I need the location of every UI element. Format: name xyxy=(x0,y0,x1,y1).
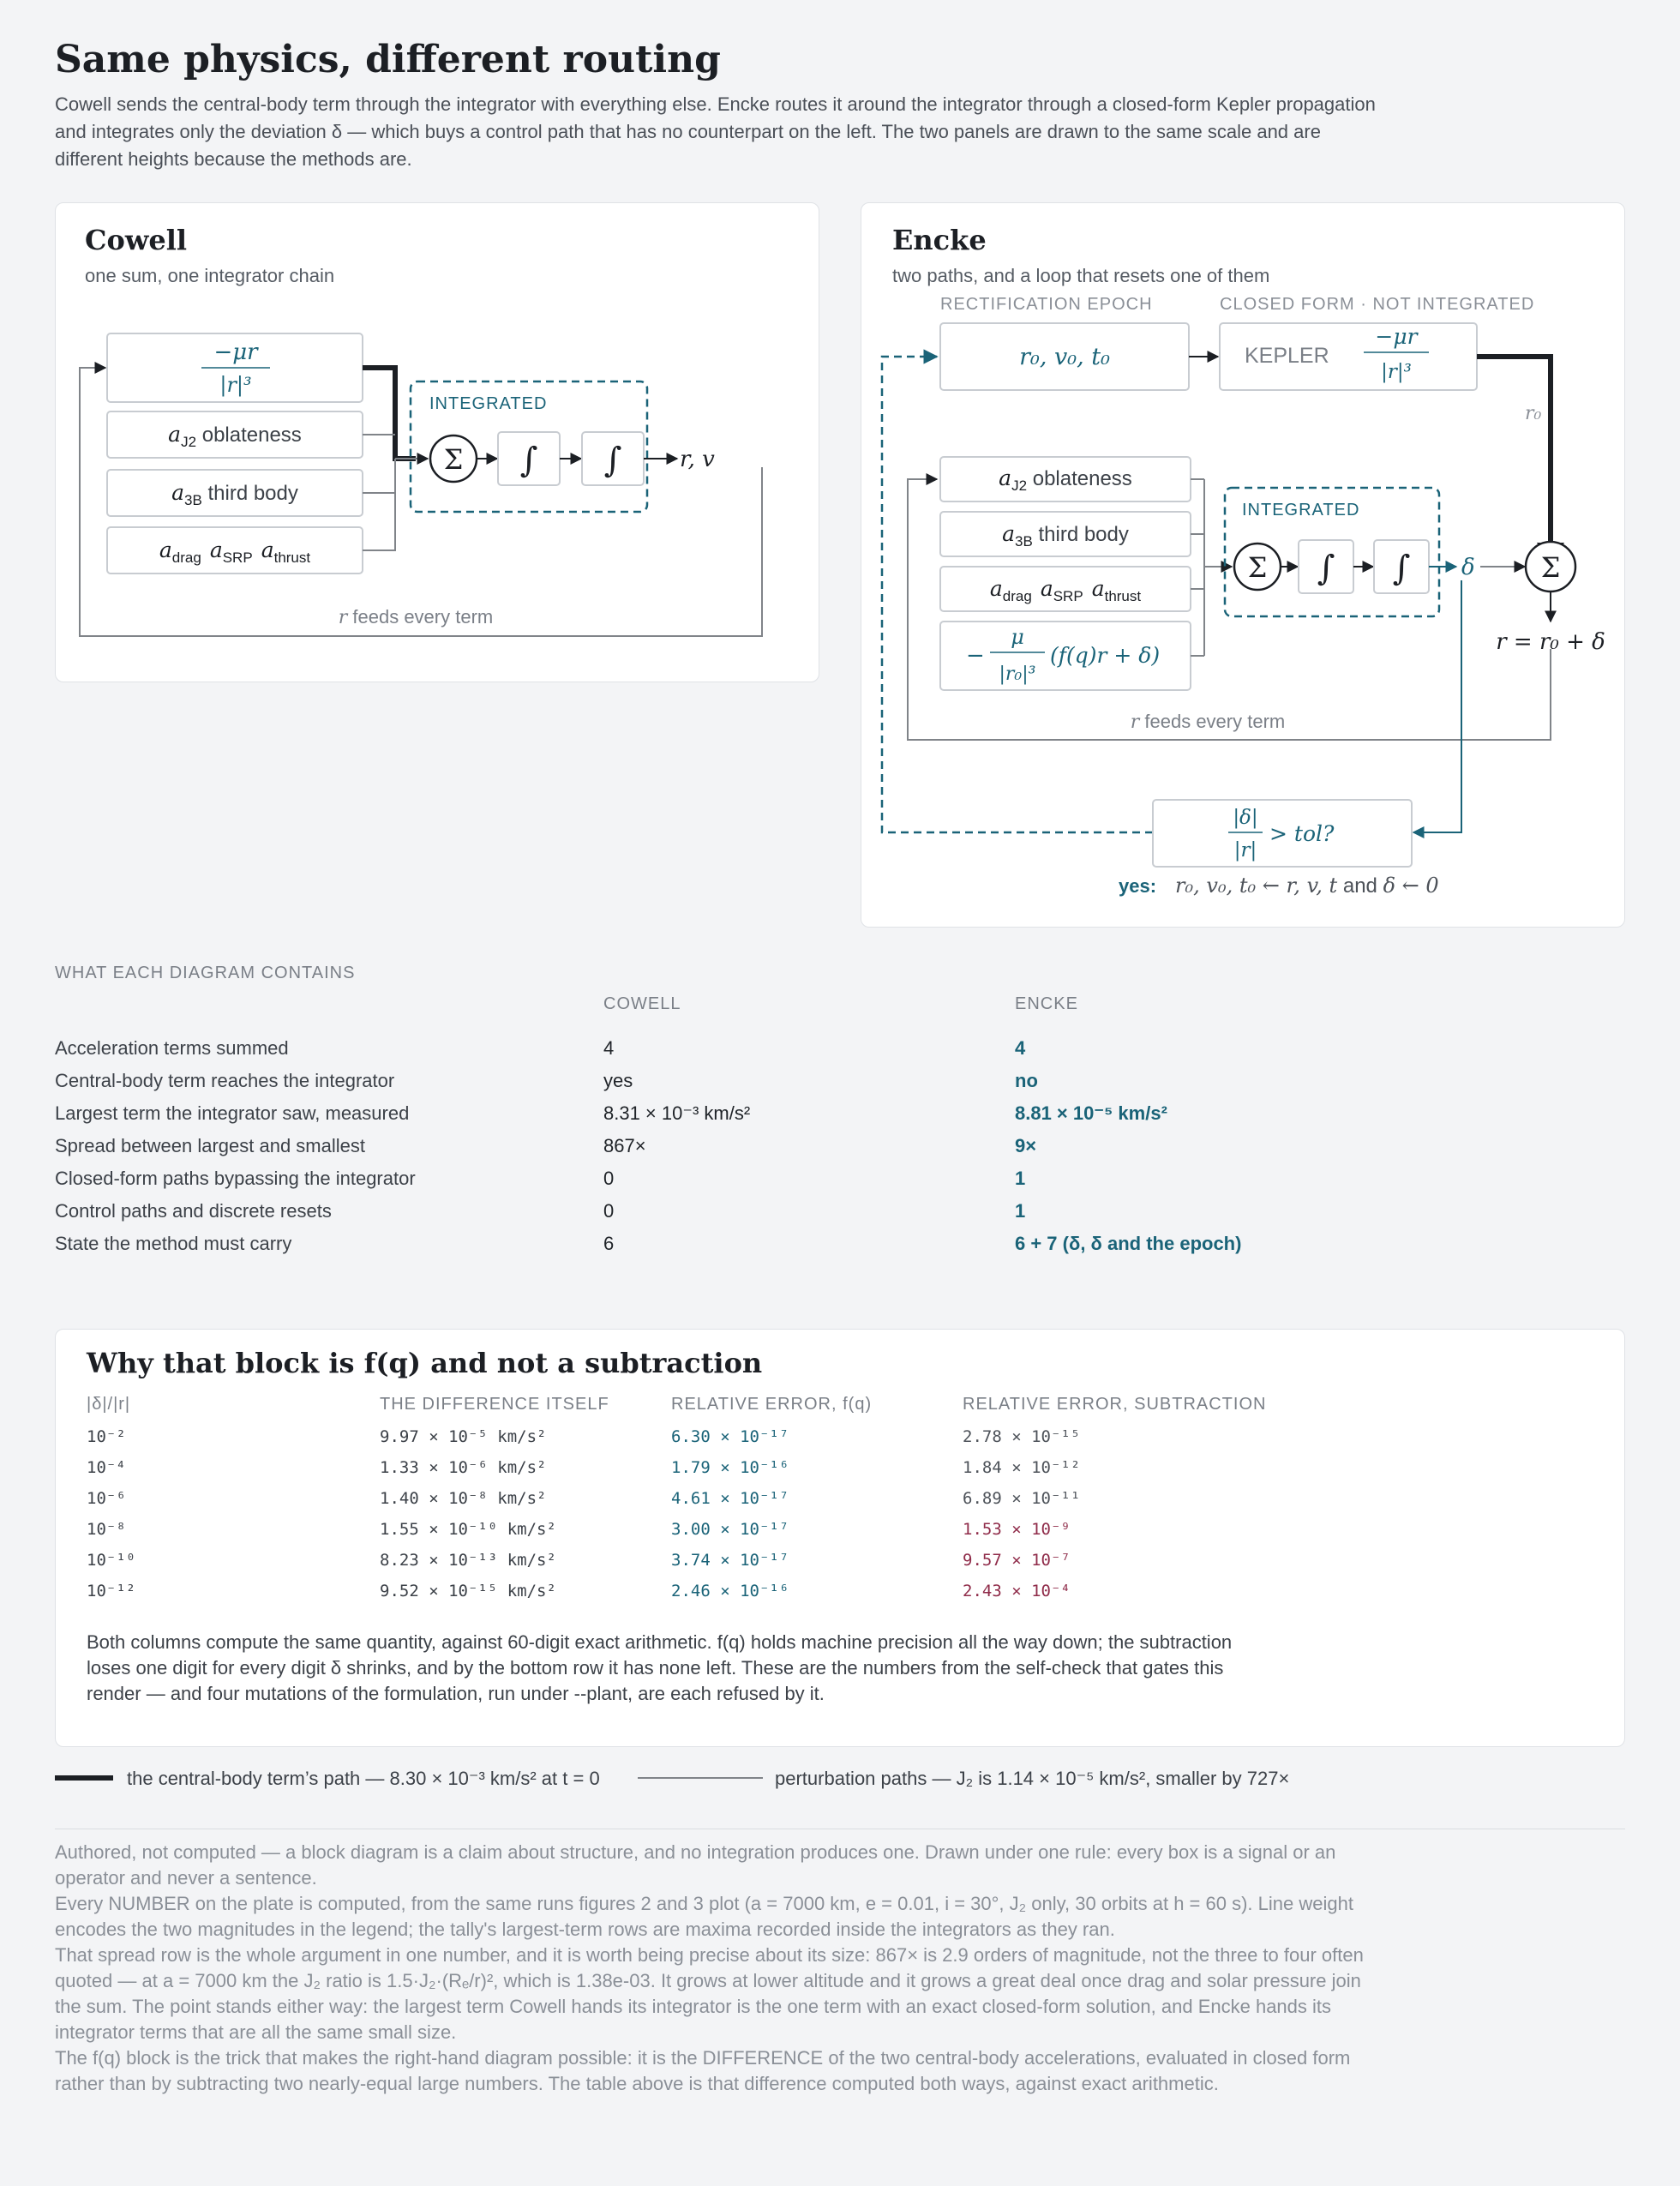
difference-cell: 1.40 × 10⁻⁸ km/s² xyxy=(380,1489,547,1508)
encke-fq-minus: − xyxy=(966,643,985,669)
encke-tol-num: |δ| xyxy=(1233,807,1258,829)
thick-line-swatch xyxy=(55,1775,113,1781)
tally-label: Central-body term reaches the integrator xyxy=(55,1070,395,1091)
cowell-central-den: |r|³ xyxy=(219,373,252,397)
tally-cowell-value: 8.31 × 10⁻³ km/s² xyxy=(603,1102,751,1124)
footer-paragraph: That spread row is the whole argument in one number, and it is worth being precise about its size: 867× is 2.9 orders of magnitude, not the three to four often quoted — at a = 7000 km the J₂ ratio is 1.5·J₂·(Rₑ/r)², which is 1.38e-03. It grows at lower altitude and it grows a great deal once drag and solar pressure join the sum. The point stands either way: the largest term Cowell hands its integrator is the one term with an exact closed-form solution, and Encke hands its integrator terms that are all the same small size. xyxy=(55,1944,1364,2043)
encke-output-sum-symbol: Σ xyxy=(1540,551,1561,584)
why-header-ratio: |δ|/|r| xyxy=(87,1395,131,1414)
cowell-subtitle: one sum, one integrator chain xyxy=(85,265,335,286)
encke-epoch-value: r₀, v₀, t₀ xyxy=(1019,344,1110,370)
encke-j2-text: $a_{J2}$ oblateness xyxy=(999,465,1132,494)
why-title: Why that block is f(q) and not a subtraction xyxy=(87,1347,763,1379)
encke-epoch-header: RECTIFICATION EPOCH xyxy=(940,295,1153,314)
tally-label: Control paths and discrete resets xyxy=(55,1200,332,1222)
tally-encke-value: 6 + 7 (δ, δ and the epoch) xyxy=(1015,1233,1242,1254)
why-fq-panel xyxy=(55,1329,1625,1747)
encke-delta-to-tol xyxy=(1413,580,1461,832)
sub-error-cell: 9.57 × 10⁻⁷ xyxy=(963,1551,1071,1570)
encke-r0-label: r₀ xyxy=(1525,403,1542,424)
table-row xyxy=(55,1102,1512,1135)
encke-kepler-den: |r|³ xyxy=(1381,361,1412,383)
cowell-output: r, v xyxy=(680,447,715,472)
sub-error-cell: 2.43 × 10⁻⁴ xyxy=(963,1582,1071,1600)
encke-integrator-1-symbol: ∫ xyxy=(1317,549,1335,588)
table-row xyxy=(87,1489,1372,1520)
cowell-3b-text: $a_{3B}$ third body xyxy=(171,480,298,508)
fq-error-cell: 6.30 × 10⁻¹⁷ xyxy=(671,1427,789,1446)
sub-error-cell: 6.89 × 10⁻¹¹ xyxy=(963,1489,1081,1508)
cowell-sum-symbol: Σ xyxy=(443,443,464,476)
encke-tol-den: |r| xyxy=(1233,839,1257,862)
ratio-cell: 10⁻⁶ xyxy=(87,1489,126,1508)
cowell-perturbation-bus xyxy=(363,435,395,550)
encke-feedback-label: r feeds every term xyxy=(1130,711,1286,733)
fq-error-cell: 3.00 × 10⁻¹⁷ xyxy=(671,1520,789,1539)
intro-paragraph: Cowell sends the central-body term through the integrator with everything else. Encke routes it around the integrator through a closed-form Kepler propagation and integrates only the deviation δ — which buys a control path that has no counterpart on the left. The two panels are drawn to the same scale and are different heights because the methods are. xyxy=(55,93,1376,170)
encke-sum-symbol: Σ xyxy=(1247,551,1268,584)
why-header-fq-error: RELATIVE ERROR, f(q) xyxy=(671,1395,873,1414)
encke-kepler-label: KEPLER xyxy=(1245,344,1329,368)
fq-error-cell: 2.46 × 10⁻¹⁶ xyxy=(671,1582,789,1600)
difference-cell: 9.97 × 10⁻⁵ km/s² xyxy=(380,1427,547,1446)
cowell-panel xyxy=(55,202,819,682)
table-row xyxy=(87,1520,1372,1551)
fq-error-cell: 3.74 × 10⁻¹⁷ xyxy=(671,1551,789,1570)
encke-subtitle: two paths, and a loop that resets one of them xyxy=(892,265,1270,286)
sub-error-cell: 1.53 × 10⁻⁹ xyxy=(963,1520,1071,1539)
cowell-diagram xyxy=(56,203,820,683)
difference-cell: 8.23 × 10⁻¹³ km/s² xyxy=(380,1551,556,1570)
encke-perturbation-bus xyxy=(1191,479,1204,656)
line-weight-legend xyxy=(55,1766,1512,1792)
fq-error-cell: 1.79 × 10⁻¹⁶ xyxy=(671,1458,789,1477)
sub-error-cell: 2.78 × 10⁻¹⁵ xyxy=(963,1427,1081,1446)
ratio-cell: 10⁻¹² xyxy=(87,1582,136,1600)
tally-label: Largest term the integrator saw, measured xyxy=(55,1102,410,1124)
encke-3b-text: $a_{3B}$ third body xyxy=(1002,521,1129,550)
footer-paragraph: Every NUMBER on the plate is computed, from the same runs figures 2 and 3 plot (a = 7000 km, e = 0.01, i = 30°, J₂ only, 30 orbits at h = 60 s). Line weight encodes the two magnitudes in the legend; the tally's largest-term rows are maxima recorded inside the integrators as they ran. xyxy=(55,1893,1353,1940)
tally-label: Acceleration terms summed xyxy=(55,1037,289,1059)
encke-fq-num: μ xyxy=(1011,625,1024,649)
ratio-cell: 10⁻¹⁰ xyxy=(87,1551,136,1570)
table-row xyxy=(87,1427,1372,1458)
tally-encke-value: 8.81 × 10⁻⁵ km/s² xyxy=(1015,1102,1167,1124)
why-header-sub-error: RELATIVE ERROR, SUBTRACTION xyxy=(963,1395,1267,1414)
page-title: Same physics, different routing xyxy=(55,38,721,81)
tally-encke-value: 4 xyxy=(1015,1037,1026,1059)
ratio-cell: 10⁻⁴ xyxy=(87,1458,126,1477)
cowell-integrated-label: INTEGRATED xyxy=(429,394,548,413)
encke-central-path xyxy=(1477,357,1551,548)
cowell-misc-text: $a_{drag}$ $a_{SRP}$ $a_{thrust}$ xyxy=(159,537,311,566)
encke-fq-den: |r₀|³ xyxy=(999,664,1036,685)
tally-cowell-value: 0 xyxy=(603,1200,615,1222)
cowell-j2-text: $a_{J2}$ oblateness xyxy=(168,422,302,450)
thin-line-swatch xyxy=(638,1777,763,1779)
encke-diagram xyxy=(861,203,1626,928)
encke-kepler-num: −μr xyxy=(1375,324,1418,349)
thin-line-label: perturbation paths — J₂ is 1.14 × 10⁻⁵ km/s², smaller by 727× xyxy=(775,1768,1290,1789)
why-note: Both columns compute the same quantity, against 60-digit exact arithmetic. f(q) holds machine precision all the way down; the subtraction loses one digit for every digit δ shrinks, and by the bottom row it has none left. These are the numbers from the self-check that gates this render — and four mutations of the formulation, run under --plant, are each refused by it. xyxy=(87,1631,1233,1704)
tally-cowell-value: yes xyxy=(603,1070,633,1091)
table-row xyxy=(55,1070,1512,1102)
table-row xyxy=(55,1037,1512,1070)
tally-cowell-value: 6 xyxy=(603,1233,615,1254)
cowell-feedback-label: r feeds every term xyxy=(338,606,494,628)
difference-cell: 9.52 × 10⁻¹⁵ km/s² xyxy=(380,1582,556,1600)
ratio-cell: 10⁻⁸ xyxy=(87,1520,126,1539)
table-row xyxy=(87,1582,1372,1612)
encke-integrator-2-symbol: ∫ xyxy=(1392,549,1411,588)
cowell-central-num: −μr xyxy=(213,339,258,365)
encke-title: Encke xyxy=(892,224,987,256)
footer-paragraph: The f(q) block is the trick that makes the right-hand diagram possible: it is the DIFFERENCE of the two central-body accelerations, evaluated in closed form rather than by subtracting two nearly-equal large numbers. The table above is that difference computed both ways, against exact arithmetic. xyxy=(55,2047,1351,2094)
tally-encke-value: 1 xyxy=(1015,1200,1026,1222)
fq-error-cell: 4.61 × 10⁻¹⁷ xyxy=(671,1489,789,1508)
table-row xyxy=(87,1458,1372,1489)
tally-encke-value: 1 xyxy=(1015,1168,1026,1189)
ratio-cell: 10⁻² xyxy=(87,1427,126,1446)
tally-label: State the method must carry xyxy=(55,1233,292,1254)
why-header-difference: THE DIFFERENCE ITSELF xyxy=(380,1395,609,1414)
tally-cowell-value: 0 xyxy=(603,1168,615,1189)
tally-col-encke: ENCKE xyxy=(1015,994,1078,1013)
tally-encke-value: no xyxy=(1015,1070,1038,1091)
cowell-integrator-2-symbol: ∫ xyxy=(603,441,622,480)
tally-cowell-value: 4 xyxy=(603,1037,615,1059)
cowell-central-path xyxy=(363,368,416,459)
tally-encke-value: 9× xyxy=(1015,1135,1037,1156)
encke-reset-rule: yes: r₀, v₀, t₀ ← r, v, t and δ ← 0 xyxy=(1119,874,1439,898)
cowell-integrator-1-symbol: ∫ xyxy=(519,441,538,480)
footer-paragraph: Authored, not computed — a block diagram is a claim about structure, and no integration produces one. Drawn under one rule: every box is a signal or an operator and never a sentence. xyxy=(55,1841,1336,1889)
table-row xyxy=(55,1135,1512,1168)
tally-label: Spread between largest and smallest xyxy=(55,1135,365,1156)
encke-integrated-label: INTEGRATED xyxy=(1242,501,1360,519)
difference-cell: 1.33 × 10⁻⁶ km/s² xyxy=(380,1458,547,1477)
encke-panel xyxy=(861,202,1625,928)
tally-label: Closed-form paths bypassing the integrator xyxy=(55,1168,416,1189)
thick-line-label: the central-body term’s path — 8.30 × 10⁻³ km/s² at t = 0 xyxy=(127,1768,600,1789)
encke-misc-text: $a_{drag}$ $a_{SRP}$ $a_{thrust}$ xyxy=(989,576,1142,604)
table-row xyxy=(55,1233,1512,1265)
tally-cowell-value: 867× xyxy=(603,1135,646,1156)
sub-error-cell: 1.84 × 10⁻¹² xyxy=(963,1458,1081,1477)
table-row xyxy=(55,1200,1512,1233)
tally-heading: WHAT EACH DIAGRAM CONTAINS xyxy=(55,964,356,982)
encke-closed-header: CLOSED FORM · NOT INTEGRATED xyxy=(1220,295,1535,314)
footer-notes xyxy=(55,1840,1392,2097)
difference-cell: 1.55 × 10⁻¹⁰ km/s² xyxy=(380,1520,556,1539)
encke-output: r = r₀ + δ xyxy=(1496,629,1605,655)
cowell-title: Cowell xyxy=(85,224,188,256)
encke-tol-rest: > tol? xyxy=(1269,821,1335,846)
encke-delta-label: δ xyxy=(1461,555,1475,580)
table-row xyxy=(87,1551,1372,1582)
encke-fq-expr: (f(q)r + δ) xyxy=(1050,643,1161,668)
tally-col-cowell: COWELL xyxy=(603,994,681,1013)
table-row xyxy=(55,1168,1512,1200)
